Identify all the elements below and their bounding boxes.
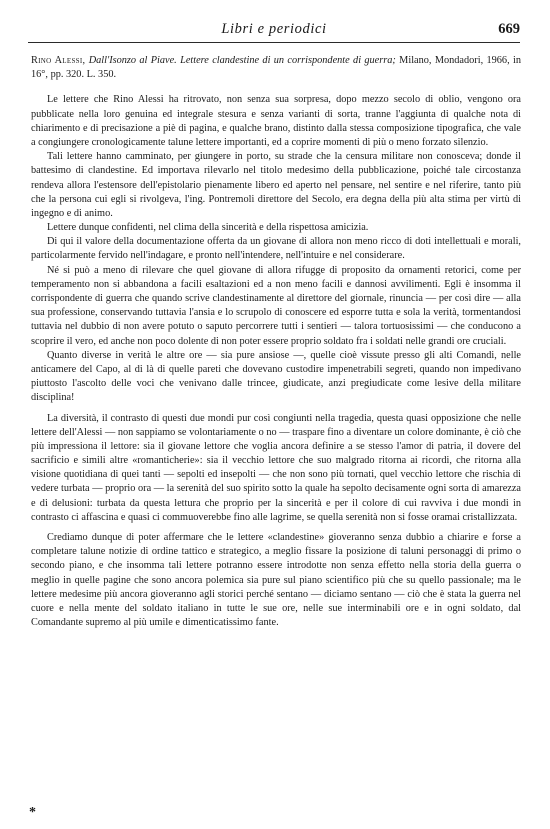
paragraph: Crediamo dunque di poter affermare che le lettere «clandestine» gioveranno senza dubbio a chiarire e forse a completare talune notizie di ordine tattico e strategico, a meglio fissare la posizione di taluni personaggi di primo o secondo piano, e che insomma tali lettere potranno essere introdotte non senza effetto nella storia della guerra o meglio in quelle pagine che sono ancora polemica sia pure sul piano scientifico più che su quello passionale; ma le lettere medesime più ancora gioveranno agli storici perché sentano — diciamo sentano — ciò che è stata la guerra nel cuore e nella mente del soldato italiano in tutte le sue ore, nelle sue interminabili ore e in ogni soldato, dal Comandante supremo al più umile e dimenticatissimo fante. (31, 532, 521, 629)
paragraph: Quanto diverse in verità le altre ore — sia pure ansiose —, quelle cioè vissute presso gli alti Comandi, nelle anticamere del Capo, al di là di quelle pareti che dovevano custodire impenetrabili segreti, quando non impedivano piuttosto l'ascolto delle voci che venivano dalle trincee, giudicate, anzi pregiudicate come lesive della militare disciplina! (31, 349, 521, 404)
running-title: Libri e periodici (221, 21, 327, 37)
publication-details: Milano, Mondadori, 1966, in 16°, pp. 320. L. 350. (31, 55, 521, 81)
paragraph: Di qui il valore della documentazione offerta da un giovane di allora non meno ricco di doti intellettuali e morali, particolarmente fervido nell'indagare, e pronto nell'intendere, nell'intuire e nel considerare. (31, 236, 521, 262)
running-header (28, 12, 520, 43)
bibliographic-entry (31, 54, 521, 82)
paragraph: Le lettere che Rino Alessi ha ritrovato, non senza sua sorpresa, dopo mezzo secolo di oblio, vengono ora pubblicate nella loro genuina ed integrale stesura e senza varianti di sorta, tranne l'aggiunta di qualche nota di chiarimento e di precisazione a piè di pagina, e qualche brano, distinto dalla stessa composizione tipografica, che vale a congiungere cronologicamente talune lettere importanti, ed a coprire momenti di più o meno forzato silenzio. (31, 94, 521, 148)
footer-asterisk: * (29, 805, 36, 820)
book-title: Dall'Isonzo al Piave. Lettere clandestine di un corrispondente di guerra; (88, 55, 396, 66)
paragraph: Né si può a meno di rilevare che quel giovane di allora rifugge di proposito da ornamenti retorici, come per temperamento non si abbandona a facili esaltazioni ed a non meno facili e dannosi avvilimenti. Egli è insomma il corrispondente di guerra che quando scrive clandestinamente al direttore del giornale, rinuncia — per così dire — alla sua professione, conservando tuttavia l'ansia e lo scrupolo di conoscere ed esporre tutta e sola la verità, tormentandosi tuttavia nel dubbio di non avere potuto o saputo percorrere tutti i sentieri — talora tortuosissimi — che conducono a scoprire il vero, ed anche non poco dolente di non poter essere proprio soldato fra i soldati nelle grandi ore cruciali. (31, 264, 521, 347)
review-author: Rino Alessi, (31, 55, 86, 66)
review-body (31, 54, 521, 630)
page-number: 669 (498, 21, 520, 37)
paragraph: Tali lettere hanno camminato, per giungere in porto, su strade che la censura militare non conosceva; donde il battesimo di clandestine. Ed importava rilevarlo nel titolo medesimo della pubblicazione, poiché tale circostanza rendeva allora l'estensore dell'epistolario pienamente libero ed aperto nel pensare, nel sentire e nel riferire, tanto più che la persona cui egli si rivolgeva, l'ing. Pontremoli direttore del Secolo, era degna della più alta stima per virtù di ingegno e di animo. (31, 151, 521, 219)
paragraph: Lettere dunque confidenti, nel clima della sincerità e della rispettosa amicizia. (47, 222, 369, 234)
paragraph: La diversità, il contrasto di questi due mondi pur così congiunti nella tragedia, questa quasi opposizione che nelle lettere dell'Alessi — non sappiamo se volontariamente o no — traspare fino a diventare un colore dominante, è ciò che più impressiona il lettore: sia il giovane lettore che voglia ancora definire a se stesso l'amor di patria, il dovere del sacrificio e simili altre «romanticherie»: sia il vecchio lettore che suo malgrado ritorna ai ricordi, che ritorna alla visione quotidiana di quei tanti — sepolti ed insepolti — che non sono più tornati, quel vecchio lettore che rischia di vedere turbata — proprio ora — la serenità del suo spirito sotto la quale ha sepolto decisamente ogni sorta di amarezza e di delusioni: turbata da questa lettura che proprio per la sincerità e per il colore di cui ravviva i due mondi in contrasto ci affascina e quasi ci commuoverebbe fino alle lagrime, se quella serenità non si fosse oramai cristallizzata. (31, 412, 521, 523)
